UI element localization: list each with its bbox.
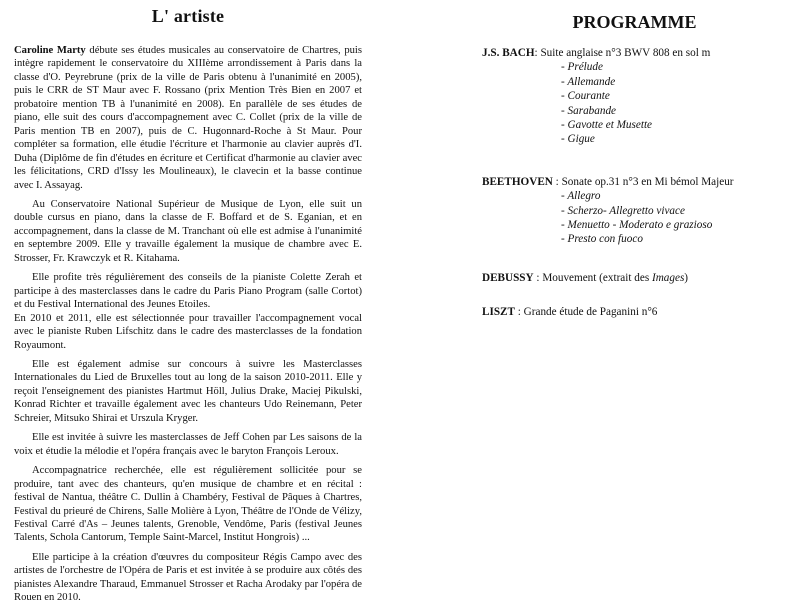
work-title: Mouvement (extrait des — [542, 271, 652, 284]
movement: - Allegro — [561, 190, 601, 203]
work-title-italic: Images — [651, 271, 685, 284]
movement: - Scherzo- Allegretto vivace — [561, 204, 685, 217]
work-title: Sonate op.31 n°3 en Mi bémol Majeur — [561, 175, 734, 188]
composer-name: DEBUSSY — [482, 271, 534, 284]
movement: - Presto con fuoco — [561, 233, 643, 246]
bio-paragraph-6: Elle est invitée à suivre les masterclasses de Jeff Cohen par Les saisons de la voix et étudie la mélodie et l'opéra français avec le baryton François Leroux. — [14, 432, 362, 457]
bio-paragraph-1: Caroline Marty débute ses études musicales au conservatoire de Chartres, puis intègre rapidement le conservatoire du XIIIème arrondissement à Paris dans la classe d'O. Peyrebrune (prix de la ville de Paris obtenu à l'unanimité en 2005), puis le CRR de ST Maur avec F. Rossano (prix Mention Très Bien en 2007 et probatoire mention TB à l'unanimité en 2008). En parallèle de ses études de piano, elle suit des cours d'accompagnement avec C. Collet (prix de la ville de Paris mention TB en 2007), puis de C. Hugonnard-Roche à St Maur. Pour compléter sa formation, elle étudie l'écriture et l'harmonie au clavier auprès d'I. Duha (Diplôme de fin d'études en écriture et Certificat d'harmonie au clavier avec les félicitations, CRD d'Issy les Moulineaux), le clavecin et la basse continue avec I. Assayag. — [14, 45, 362, 191]
piece-title: J.S. BACH: Suite anglaise n°3 BWV 808 en sol m — [482, 47, 711, 59]
bio-paragraph-7: Accompagnatrice recherchée, elle est régulièrement sollicitée pour se produire, tant avec des chanteurs, qu'en musique de chambre et en récital : festival de Nantua, théâtre C. Dullin à Chambéry, Festival de Pâques à Chartres, Festival du prieuré de Chirens, Salle Molière à Lyon, Théâtre de l'Onde de Vélizy, Festival Carré d'As – Jeunes talents, Grenoble, Vendôme, Paris (festival Jeunes Talents, Schola Cantorum, Temple Saint-Marcel, Institut Hongrois) ... — [14, 465, 362, 544]
programme-column — [482, 12, 787, 320]
bio-paragraph-4: En 2010 et 2011, elle est sélectionnée pour travailler l'accompagnement vocal avec le pianiste Ruben Lifschitz dans le cadre des masterclasses de la fondation Royaumont. — [14, 312, 362, 351]
bio-paragraph-5: Elle est également admise sur concours à suivre les Masterclasses Internationales du Lied de Bruxelles tout au long de la saison 2010-2011. Elle y reçoit l'enseignement des pianistes Hartmut Höll, Julius Drake, Maciej Pikulski, Konrad Richter et travaille également avec les chanteurs Udo Reinemann, Peter Schreier, Mitsuko Shirai et Urszula Kryger. — [14, 358, 362, 424]
bio-paragraph-8: Elle participe à la création d'œuvres du compositeur Régis Campo avec des artistes de l'orchestre de l'Opéra de Paris et est invitée à se produire aux côtés des pianistes Alexandre Tharaud, Emmanuel Strosser et Racha Arodaky par l'opéra de Rouen en 2010. — [14, 551, 362, 604]
movement: - Courante — [561, 90, 610, 103]
piece-beethoven — [482, 175, 787, 247]
piece-title: BEETHOVEN : Sonate op.31 n°3 en Mi bémol Majeur — [482, 175, 734, 188]
movement: - Prélude — [561, 61, 603, 74]
composer-name: J.S. BACH — [482, 47, 535, 59]
piece-debussy — [482, 271, 787, 285]
artist-heading: L' artiste — [151, 6, 225, 26]
movement: - Menuetto - Moderato e grazioso — [561, 219, 713, 232]
movement: - Gavotte et Musette — [561, 119, 653, 132]
work-title: Suite anglaise n°3 BWV 808 en sol m — [540, 47, 711, 59]
composer-name: BEETHOVEN — [482, 175, 553, 188]
bio-paragraph-2: Au Conservatoire National Supérieur de Musique de Lyon, elle suit un double cursus en piano, dans la classe de F. Boffard et de S. Eganian, et en accompagnement, dans la classe de M. Tranchant où elle est admise à l'unanimité en septembre 2009. Elle y travaille également la musique de chambre avec E. Strosser, Fr. Krawczyk et R. Kitahama. — [14, 198, 362, 264]
piece-title: LISZT : Grande étude de Paganini n°6 — [482, 306, 658, 319]
artist-name: Caroline Marty — [14, 45, 86, 56]
programme-heading: PROGRAMME — [572, 12, 697, 32]
piece-liszt — [482, 305, 787, 319]
piece-bach — [482, 46, 787, 147]
artist-column — [14, 6, 362, 611]
movement: - Gigue — [561, 133, 595, 146]
work-title: Grande étude de Paganini n°6 — [523, 306, 658, 319]
movement: - Sarabande — [561, 104, 616, 117]
composer-name: LISZT — [482, 306, 515, 319]
movement: - Allemande — [561, 75, 616, 88]
bio-paragraph-3: Elle profite très régulièrement des conseils de la pianiste Colette Zerah et participe à des masterclasses dans le cadre du Paris Piano Program (salle Cortot) et du Festival International des Jeunes Etoiles. — [14, 272, 362, 311]
piece-title: DEBUSSY : Mouvement (extrait des Images) — [482, 271, 689, 284]
